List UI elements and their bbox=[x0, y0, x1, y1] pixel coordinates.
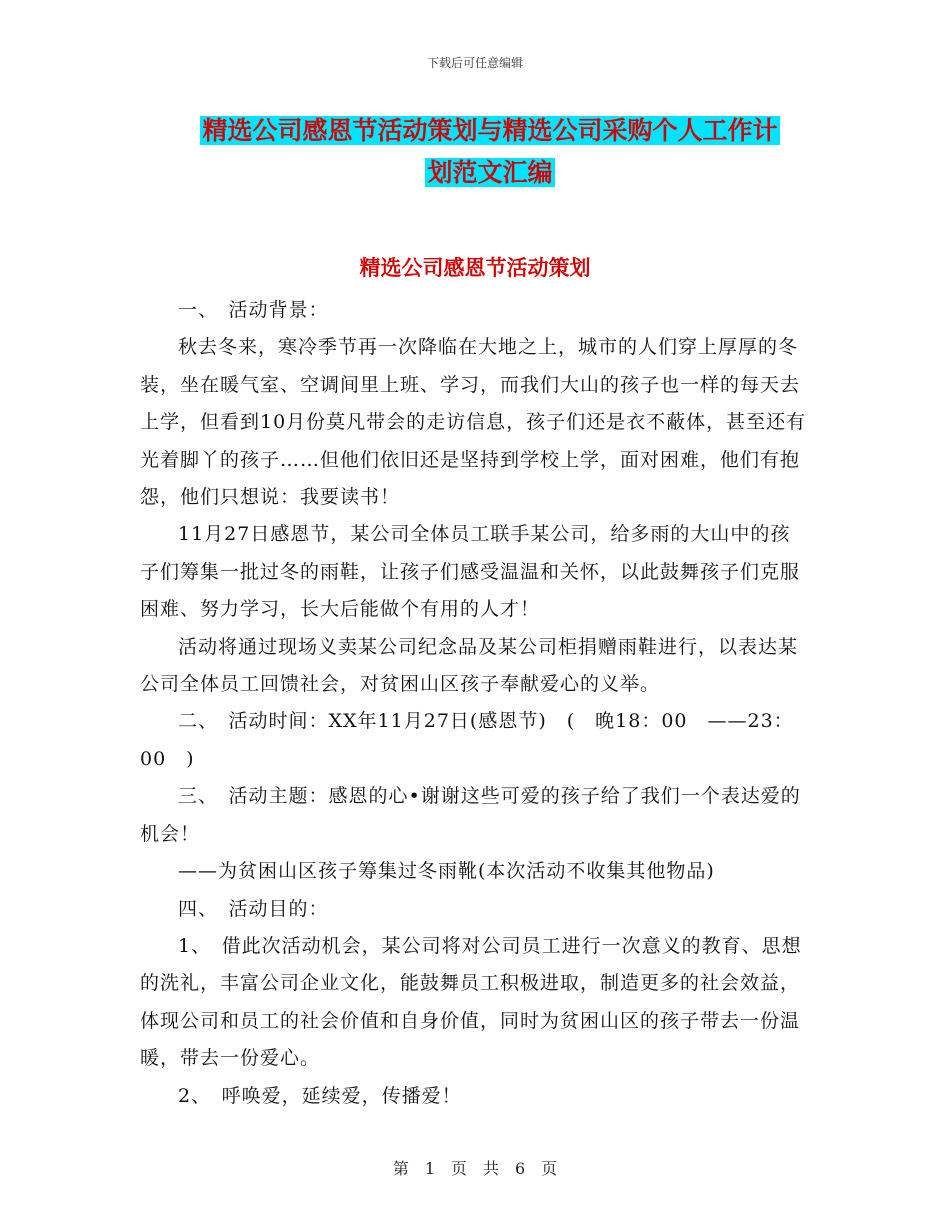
page-footer: 第 1 页 共 6 页 bbox=[392, 1159, 558, 1178]
paragraph-purpose-heading: 四、 活动目的： bbox=[178, 897, 329, 920]
document-title-line-2 bbox=[140, 152, 840, 194]
paragraph-activity-time: 二、 活动时间：XX年11月27日(感恩节) ( 晚18：00 ——23：00 ) bbox=[140, 710, 794, 770]
paragraph: 2、 呼唤爱，延续爱，传播爱！ bbox=[178, 1084, 462, 1107]
section-title: 精选公司感恩节活动策划 bbox=[359, 255, 591, 280]
paragraph: 1、 借此次活动机会，某公司将对公司员工进行一次意义的教育、思想的洗礼，丰富公司企业文化，能鼓舞员工积极进取，制造更多的社会效益，体现公司和员工的社会价值和自身价值，同时为贫困山区的孩子带去一份温暖，带去一份爱心。 bbox=[140, 934, 802, 1070]
paragraph: 11月27日感恩节，某公司全体员工联手某公司，给多雨的大山中的孩子们筹集一批过冬的雨鞋，让孩子们感受温温和关怀，以此鼓舞孩子们克服困难、努力学习，长大后能做个有用的人才！ bbox=[140, 523, 801, 621]
paragraph: ——为贫困山区孩子筹集过冬雨靴(本次活动不收集其他物品) bbox=[178, 860, 715, 883]
paragraph: 活动将通过现场义卖某公司纪念品及某公司柜捐赠雨鞋进行，以表达某公司全体员工回馈社会，对贫困山区孩子奉献爱心的义举。 bbox=[140, 635, 799, 696]
body-text bbox=[140, 292, 810, 1115]
document-title-text-1: 精选公司感恩节活动策划与精选公司采购个人工作计 bbox=[202, 116, 778, 145]
document-title-text-2: 划范文汇编 bbox=[427, 158, 553, 187]
document-title-line-1 bbox=[140, 110, 840, 152]
paragraph-activity-theme: 三、 活动主题：感恩的心•谢谢这些可爱的孩子给了我们一个表达爱的机会！ bbox=[140, 785, 801, 845]
paragraph-background-heading: 一、 活动背景： bbox=[178, 299, 329, 321]
page-header: 下载后可任意编辑 bbox=[426, 56, 523, 70]
paragraph: 秋去冬来，寒冷季节再一次降临在大地之上，城市的人们穿上厚厚的冬装，坐在暖气室、空调间里上班、学习，而我们大山的孩子也一样的每天去上学，但看到10月份莫凡带会的走访信息，孩子们还是衣不蔽体，甚至还有光着脚丫的孩子……但他们依旧还是坚持到学校上学，面对困难，他们有抱怨，他们只想说：我要读书！ bbox=[140, 336, 807, 509]
